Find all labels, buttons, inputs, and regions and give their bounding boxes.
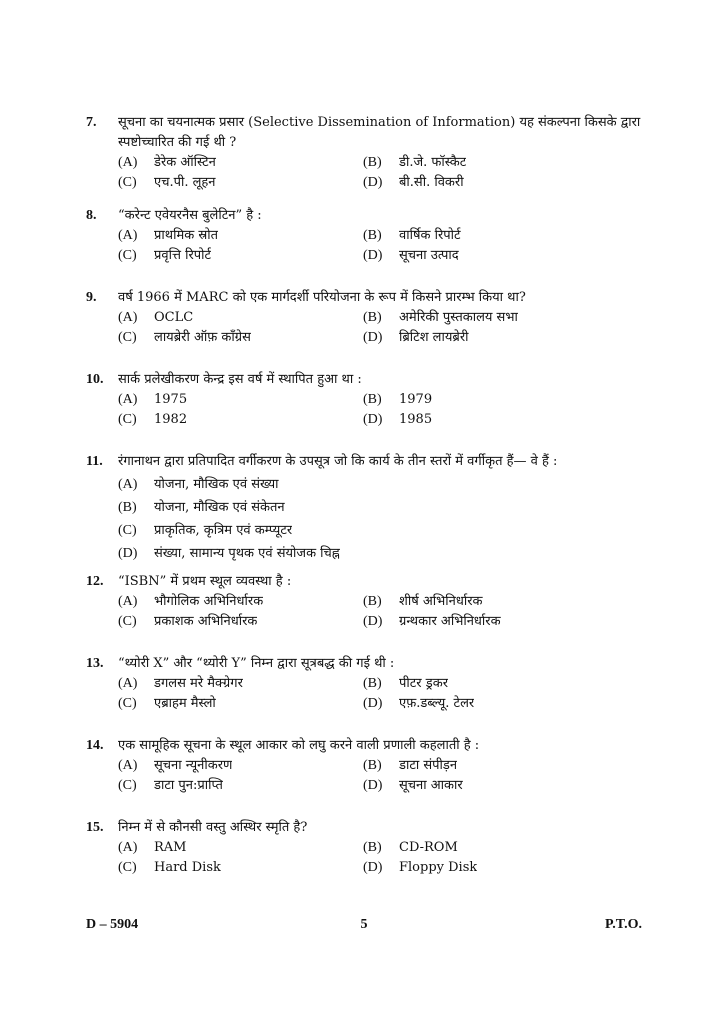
option-label: (A) <box>118 392 138 407</box>
question-11 <box>0 452 728 572</box>
question-text: एक सामूहिक सूचना के स्थूल आकार को लघु करने वाली प्रणाली कहलाती है : <box>118 738 480 753</box>
option-text: Hard Disk <box>154 860 221 875</box>
option-text: डाटा संपीड़न <box>399 758 458 773</box>
option-text: सूचना आकार <box>399 778 463 793</box>
option-text: 1985 <box>399 412 433 427</box>
option-label: (C) <box>118 778 137 793</box>
question-7 <box>0 113 728 206</box>
option-label: (B) <box>363 758 382 773</box>
option-text: डेरेक ऑस्टिन <box>154 155 216 170</box>
option-d <box>363 612 663 632</box>
page-number: 5 <box>360 917 368 932</box>
question-text: सूचना का चयनात्मक प्रसार (Selective Dissemination of Information) यह संकल्पना किसके द्वारा स्पष्टोच्चारित की गई थी ? <box>118 115 641 150</box>
option-label: (C) <box>118 860 137 875</box>
question-text: वर्ष 1966 में MARC को एक मार्गदर्शी परियोजना के रूप में किसने प्रारम्भ किया था? <box>118 290 526 305</box>
option-label: (A) <box>118 840 138 855</box>
option-label: (B) <box>363 840 382 855</box>
option-text: पीटर ड्रकर <box>399 676 449 691</box>
question-14 <box>0 736 728 818</box>
question-list <box>0 113 728 888</box>
option-text: एफ़.डब्ल्यू. टेलर <box>399 696 475 711</box>
options-grid <box>118 756 650 796</box>
option-text: Floppy Disk <box>399 860 478 875</box>
options-grid <box>118 592 650 632</box>
option-a <box>118 475 650 495</box>
options-grid <box>118 390 650 430</box>
question-number: 9. <box>86 290 97 305</box>
option-a <box>118 838 363 858</box>
option-b <box>363 390 663 410</box>
option-text: 1979 <box>399 392 433 407</box>
option-a <box>118 756 363 776</box>
option-text: प्रकाशक अभिनिर्धारक <box>154 614 258 629</box>
option-text: ब्रिटिश लायब्रेरी <box>399 330 469 345</box>
option-text: एब्राहम मैस्लो <box>154 696 216 711</box>
option-text: योजना, मौखिक एवं संकेतन <box>154 500 285 515</box>
option-label: (D) <box>363 614 383 629</box>
option-text: प्राथमिक स्रोत <box>154 228 219 243</box>
option-text: प्राकृतिक, कृत्रिम एवं कम्प्यूटर <box>154 523 293 538</box>
option-label: (D) <box>363 860 383 875</box>
question-13 <box>0 654 728 736</box>
option-a <box>118 226 363 246</box>
option-d <box>363 173 663 193</box>
question-text: “करेन्ट एवेयरनैस बुलेटिन” है : <box>118 208 262 223</box>
option-b <box>363 592 663 612</box>
option-label: (D) <box>363 175 383 190</box>
option-text: योजना, मौखिक एवं संख्या <box>154 477 279 492</box>
option-c <box>118 328 363 348</box>
option-text: डी.जे. फॉस्कैट <box>399 155 467 170</box>
question-number: 10. <box>86 372 104 387</box>
options-grid <box>118 838 650 878</box>
option-text: भौगोलिक अभिनिर्धारक <box>154 594 264 609</box>
option-b <box>363 153 663 173</box>
option-a <box>118 592 363 612</box>
option-b <box>363 674 663 694</box>
question-8 <box>0 206 728 288</box>
options-list <box>118 475 650 564</box>
option-label: (B) <box>363 155 382 170</box>
option-label: (A) <box>118 477 138 492</box>
option-label: (C) <box>118 330 137 345</box>
option-label: (C) <box>118 523 137 538</box>
option-c <box>118 694 363 714</box>
option-d <box>118 544 650 564</box>
option-text: प्रवृत्ति रिपोर्ट <box>154 248 212 263</box>
question-text: “ISBN” में प्रथम स्थूल व्यवस्था है : <box>118 574 292 589</box>
question-number: 12. <box>86 574 104 589</box>
page-footer <box>86 917 642 937</box>
question-number: 14. <box>86 738 104 753</box>
question-12 <box>0 572 728 654</box>
question-number: 7. <box>86 115 97 130</box>
option-d <box>363 410 663 430</box>
question-number: 11. <box>86 454 103 469</box>
option-label: (B) <box>363 310 382 325</box>
option-text: शीर्ष अभिनिर्धारक <box>399 594 483 609</box>
question-text: सार्क प्रलेखीकरण केन्द्र इस वर्ष में स्थापित हुआ था : <box>118 372 362 387</box>
option-a <box>118 674 363 694</box>
pto-label: P.T.O. <box>605 917 642 932</box>
option-b <box>118 498 650 518</box>
question-number: 15. <box>86 820 104 835</box>
option-b <box>363 756 663 776</box>
option-label: (D) <box>118 546 138 561</box>
option-label: (A) <box>118 594 138 609</box>
option-label: (D) <box>363 778 383 793</box>
question-text: रंगानाथन द्वारा प्रतिपादित वर्गीकरण के उपसूत्र जो कि कार्य के तीन स्तरों में वर्गीकृत हैं— वे हैं : <box>118 454 558 469</box>
question-text: “थ्योरी X” और “थ्योरी Y” निम्न द्वारा सूत्रबद्ध की गई थी : <box>118 656 395 671</box>
option-label: (C) <box>118 248 137 263</box>
option-label: (B) <box>363 676 382 691</box>
option-d <box>363 694 663 714</box>
option-text: CD-ROM <box>399 840 458 855</box>
option-label: (D) <box>363 248 383 263</box>
option-label: (C) <box>118 696 137 711</box>
option-text: 1975 <box>154 392 188 407</box>
options-grid <box>118 153 650 193</box>
options-grid <box>118 226 650 266</box>
option-a <box>118 308 363 328</box>
option-label: (C) <box>118 614 137 629</box>
question-10 <box>0 370 728 452</box>
option-label: (C) <box>118 175 137 190</box>
option-a <box>118 390 363 410</box>
option-text: ग्रन्थकार अभिनिर्धारक <box>399 614 501 629</box>
option-label: (B) <box>363 228 382 243</box>
paper-code: D – 5904 <box>86 917 139 932</box>
option-text: डगलस मरे मैक्ग्रेगर <box>154 676 243 691</box>
question-15 <box>0 818 728 888</box>
option-text: वार्षिक रिपोर्ट <box>399 228 461 243</box>
option-d <box>363 776 663 796</box>
option-b <box>363 308 663 328</box>
option-label: (B) <box>363 392 382 407</box>
option-label: (C) <box>118 412 137 427</box>
options-grid <box>118 308 650 348</box>
question-number: 13. <box>86 656 104 671</box>
option-label: (A) <box>118 310 138 325</box>
options-grid <box>118 674 650 714</box>
option-c <box>118 612 363 632</box>
option-label: (A) <box>118 155 138 170</box>
option-d <box>363 328 663 348</box>
option-text: संख्या, सामान्य पृथक एवं संयोजक चिह्न <box>154 546 340 561</box>
question-9 <box>0 288 728 370</box>
option-text: एच.पी. लूहन <box>154 175 216 190</box>
option-text: डाटा पुन:प्राप्ति <box>154 778 223 793</box>
option-text: सूचना न्यूनीकरण <box>154 758 233 773</box>
option-d <box>363 246 663 266</box>
question-text: निम्न में से कौनसी वस्तु अस्थिर स्मृति है? <box>118 820 308 835</box>
option-d <box>363 858 663 878</box>
option-c <box>118 521 650 541</box>
option-label: (D) <box>363 696 383 711</box>
option-text: OCLC <box>154 310 194 325</box>
option-text: 1982 <box>154 412 188 427</box>
option-label: (A) <box>118 676 138 691</box>
option-c <box>118 173 363 193</box>
option-text: लायब्रेरी ऑफ़ कॉंग्रेस <box>154 330 251 345</box>
option-label: (B) <box>118 500 137 515</box>
option-text: बी.सी. विकरी <box>399 175 464 190</box>
option-label: (A) <box>118 228 138 243</box>
option-b <box>363 838 663 858</box>
option-label: (B) <box>363 594 382 609</box>
option-text: अमेरिकी पुस्तकालय सभा <box>399 310 518 325</box>
option-c <box>118 246 363 266</box>
option-a <box>118 153 363 173</box>
option-c <box>118 776 363 796</box>
option-label: (D) <box>363 330 383 345</box>
option-c <box>118 410 363 430</box>
option-c <box>118 858 363 878</box>
option-label: (A) <box>118 758 138 773</box>
question-number: 8. <box>86 208 97 223</box>
option-text: सूचना उत्पाद <box>399 248 459 263</box>
option-label: (D) <box>363 412 383 427</box>
option-text: RAM <box>154 840 187 855</box>
option-b <box>363 226 663 246</box>
